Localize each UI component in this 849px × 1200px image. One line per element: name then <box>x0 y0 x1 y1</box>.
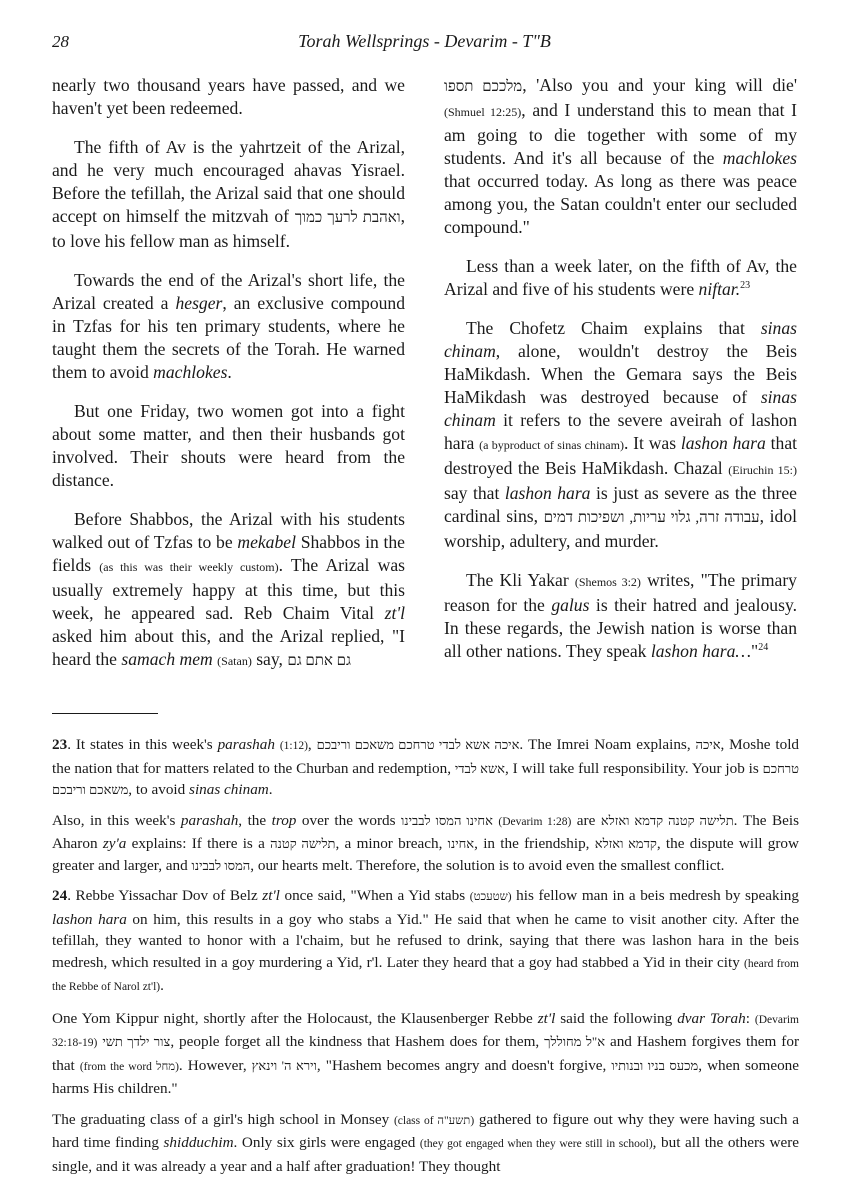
footnote-23: 23. It states in this week's parashah (1:12), איכה אשא לבדי טרחכם משאכם וריבכם. The Imrei Noam explains, איכה, Moshe told the nation that for matters related to the Churban and redemption, אשא לבדי, I will take full responsibility. Your job is טרחכם משאכם וריבכם, to avoid sinas chinam. <box>52 736 800 798</box>
paragraph: The fifth of Av is the yahrtzeit of the Arizal, and he very much encouraged ahavas Yisrael. Before the tefillah, the Arizal said that one should accept on himself the mitzvah of ואהבת לרעך כמוך, to love his fellow man as himself. <box>52 137 405 251</box>
left-column <box>52 74 405 689</box>
running-head: Torah Wellsprings - Devarim - T"B <box>298 31 551 51</box>
footnote-ref[interactable]: 24 <box>758 642 769 654</box>
paragraph: The Chofetz Chaim explains that sinas chinam, alone, wouldn't destroy the Beis HaMikdash. When the Gemara says the Beis HaMikdash was destroyed because of sinas chinam it refers to the severe aveirah of lashon hara (a byproduct of sinas chinam). It was lashon hara that destroyed the Beis HaMikdash. Chazal (Eiruchin 15:) say that lashon hara is just as severe as the three cardinal sins, עבודה זרה, גלוי עריות, ושפיכות דמים, idol worship, adultery, and murder. <box>444 318 798 551</box>
paragraph: Before Shabbos, the Arizal with his students walked out of Tzfas to be mekabel Shabbos in the fields (as this was their weekly custom). The Arizal was usually extremely happy at this time, but this week, he appeared sad. Reb Chaim Vital zt'l asked him about this, and the Arizal replied, "I heard the samach mem (Satan) say, גם אתם גם <box>52 509 405 669</box>
page-number: 28 <box>52 32 69 51</box>
right-column <box>444 74 797 679</box>
paragraph: מלככם תספו, 'Also you and your king will die' (Shmuel 12:25), and I understand this to mean that I am going to die together with some of my students. And it's all because of the machlokes that occurred today. As long as there was peace among you, the Satan couldn't enter our secluded compound." <box>444 75 797 237</box>
footnote-rule <box>52 713 158 714</box>
footnotes <box>52 734 799 1186</box>
footnote-23-continued: Also, in this week's parashah, the trop over the words אחינו המסו לבבינו (Devarim 1:28) are תלישה קטנה קדמא ואזלא. The Beis Aharon zy'a explains: If there is a תלישה קטנה, a minor breach, אחינו, in the friendship, קדמא ואזלא, the dispute will grow greater and larger, and המסו לבבינו, our hearts melt. Therefore, the solution is to avoid even the smallest conflict. <box>52 811 800 874</box>
paragraph: Towards the end of the Arizal's short life, the Arizal created a hesger, an exclusive compound in Tzfas for his ten primary students, where he taught them the secrets of the Torah. He warned them to avoid machlokes. <box>52 270 406 382</box>
footnote-24-continued: One Yom Kippur night, shortly after the Holocaust, the Klausenberger Rebbe zt'l said the following dvar Torah: (Devarim 32:18-19) צור ילדך תשי, people forget all the kindness that Hashem does for them, א"ל מחוללך and Hashem forgives them for that (from the word מחל). However, וירא ה' וינאץ, "Hashem becomes angry and doesn't forgive, מכעס בניו ובנותיו, when someone harms His children." <box>52 1009 800 1097</box>
footnote-24-continued: The graduating class of a girl's high school in Monsey (class of תשע"ה) gathered to figure out why they were having such a hard time finding shidduchim. Only six girls were engaged (they got engaged when they were still in school), but all the others were single, and it was already a year and a half after graduation! They thought <box>52 1110 799 1175</box>
footnote-24: 24. Rebbe Yissachar Dov of Belz zt'l once said, "When a Yid stabs (שטעכט) his fellow man in a beis medresh by speaking lashon hara on him, this results in a goy who stabs a Yid." He said that when he came to visit another city. After the tefillah, they wanted to honor with a l'chaim, but he refused to drink, saying that there was lashon hara in the beis medresh, which resulted in a goy murdering a Yid, r'l. Later they heard that a goy had stabbed a Yid in their city (heard from the Rebbe of Narol zt'l). <box>52 887 800 994</box>
paragraph: Less than a week later, on the fifth of Av, the Arizal and five of his students were niftar.$^{23}$ <box>444 256 797 299</box>
paragraph: The Kli Yakar (Shemos 3:2) writes, "The primary reason for the galus is their hatred and jealousy. In these regards, the Jewish nation is worse than all other nations. They speak lashon hara…"$^{24}$ <box>444 570 798 661</box>
footnote-ref[interactable]: 23 <box>740 280 751 292</box>
paragraph: nearly two thousand years have passed, and we haven't yet been redeemed. <box>52 75 405 118</box>
paragraph: But one Friday, two women got into a fight about some matter, and then their husbands got involved. Their shouts were heard from the distance. <box>52 401 405 490</box>
